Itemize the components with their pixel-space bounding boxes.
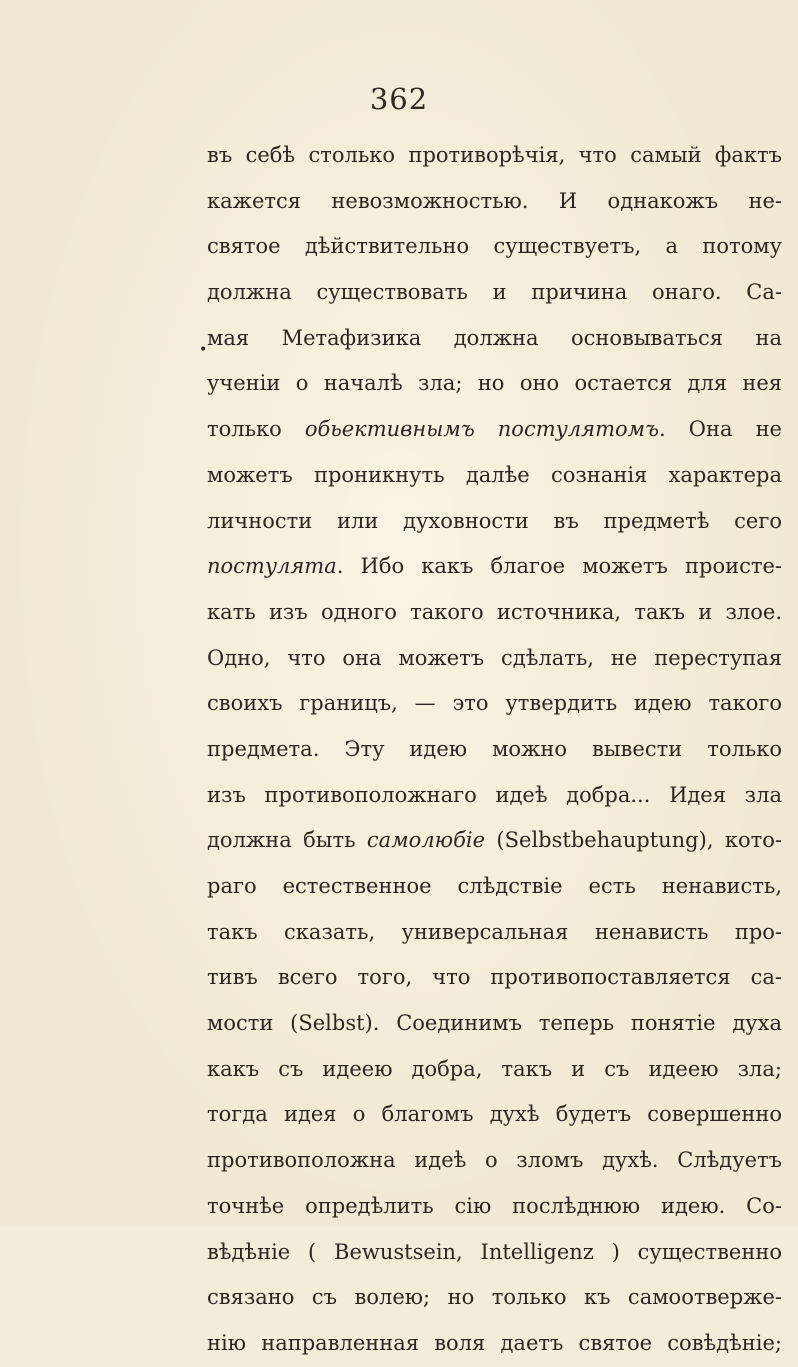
text-span: кать изъ одного такого источника, такъ и злое. bbox=[207, 599, 782, 624]
text-line bbox=[207, 1001, 782, 1047]
text-span: связано съ волею; но только къ самоотверже- bbox=[207, 1285, 782, 1310]
text-span: (Selbstbehauptung), кото- bbox=[485, 828, 782, 853]
text-line bbox=[207, 544, 782, 590]
text-line bbox=[207, 499, 782, 545]
text-line bbox=[207, 1321, 782, 1367]
text-line bbox=[207, 316, 782, 362]
text-line bbox=[207, 1230, 782, 1276]
page-number: 362 bbox=[369, 82, 429, 116]
text-line bbox=[207, 270, 782, 316]
text-line bbox=[207, 407, 782, 453]
text-line bbox=[207, 1184, 782, 1230]
text-line bbox=[207, 910, 782, 956]
text-span: раго естественное слѣдствіе есть ненависть, bbox=[207, 874, 782, 898]
text-line bbox=[207, 773, 782, 819]
margin-mark: • bbox=[199, 342, 208, 358]
italic-term: самолюбіе bbox=[366, 828, 486, 853]
text-span: должна быть bbox=[207, 828, 367, 853]
body-text bbox=[207, 133, 782, 1367]
text-span: . Ибо какъ благое можетъ проистe- bbox=[336, 554, 782, 579]
text-line bbox=[207, 818, 782, 864]
text-span: . Она не bbox=[659, 417, 782, 442]
italic-term: обьективнымъ постулятомъ bbox=[304, 417, 660, 442]
text-span: предмета. Эту идею можно вывести только bbox=[207, 736, 782, 761]
text-span: ученіи о началѣ зла; но оно остается для нея bbox=[207, 371, 782, 396]
text-span: точнѣе опредѣлить сію послѣднюю идею. Со- bbox=[207, 1193, 782, 1218]
text-span: своихъ границъ, — это утвердить идею такого bbox=[207, 691, 782, 716]
text-span: должна существовать и причина онаго. Са- bbox=[207, 280, 782, 305]
text-span: личности или духовности въ предметѣ сего bbox=[207, 508, 782, 533]
text-line bbox=[207, 1275, 782, 1321]
text-span: тивъ всего того, что противопоставляется са- bbox=[207, 965, 782, 990]
text-line bbox=[207, 224, 782, 270]
text-line bbox=[207, 1138, 782, 1184]
text-line bbox=[207, 361, 782, 407]
text-line bbox=[207, 955, 782, 1001]
text-span: нію направленная воля даетъ святое совѣдѣніе; bbox=[207, 1330, 782, 1355]
text-span: такъ сказать, универсальная ненависть про- bbox=[207, 919, 782, 944]
text-line bbox=[207, 453, 782, 499]
text-line bbox=[207, 727, 782, 773]
text-span: можетъ проникнуть далѣе сознанія характера bbox=[207, 462, 782, 487]
text-line bbox=[207, 1047, 782, 1093]
text-span: только bbox=[207, 417, 305, 442]
text-span: какъ съ идеею добра, такъ и съ идеею зла; bbox=[207, 1056, 782, 1081]
text-line bbox=[207, 681, 782, 727]
text-line bbox=[207, 1092, 782, 1138]
text-span: святое дѣйствительно существуетъ, а потому bbox=[207, 234, 782, 259]
text-span: изъ противоположнаго идеѣ добра... Идея зла bbox=[207, 782, 782, 807]
text-span: Одно, что она можетъ сдѣлать, не переступая bbox=[207, 645, 782, 670]
text-span: мости (Selbst). Соединимъ теперь понятіе духа bbox=[207, 1011, 782, 1036]
text-line bbox=[207, 636, 782, 682]
text-span: вѣдѣніе ( Bewustsein, Intelligenz ) существенно bbox=[207, 1239, 782, 1264]
text-line bbox=[207, 864, 782, 910]
text-line bbox=[207, 179, 782, 225]
text-span: въ себѣ столько противорѣчія, что самый фактъ bbox=[207, 143, 782, 167]
italic-term: постулята bbox=[207, 554, 337, 579]
text-span: кажется невозможностью. И однакожъ не- bbox=[207, 188, 782, 213]
text-line bbox=[207, 590, 782, 636]
text-span: мая Метафизика должна основываться на bbox=[207, 325, 782, 350]
text-span: противоположна идеѣ о зломъ духѣ. Слѣдуетъ bbox=[207, 1148, 782, 1173]
text-span: тогда идея о благомъ духѣ будетъ совершенно bbox=[207, 1102, 782, 1127]
text-line bbox=[207, 133, 782, 179]
